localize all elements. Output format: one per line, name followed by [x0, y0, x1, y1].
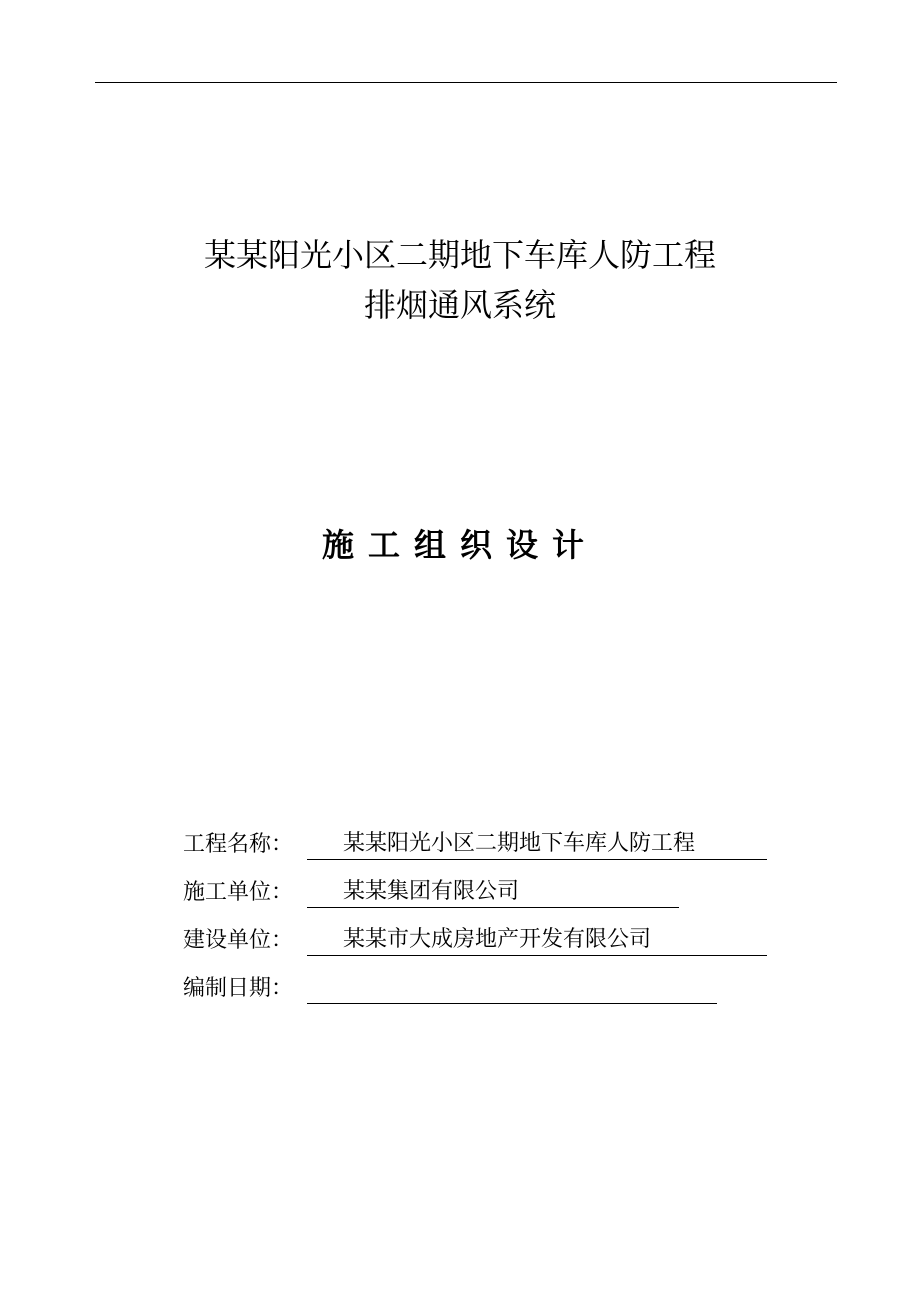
project-name-value: 某某阳光小区二期地下车库人防工程	[307, 829, 767, 860]
header-rule	[95, 82, 837, 83]
contractor-label: 施工单位：	[183, 880, 294, 905]
title-line-2: 排烟通风系统	[363, 286, 556, 324]
date-value	[307, 973, 717, 1004]
date-label: 编制日期：	[183, 976, 294, 1001]
info-block	[183, 812, 823, 1004]
title-block	[0, 230, 920, 330]
owner-label: 建设单位：	[183, 928, 294, 953]
info-row-contractor	[183, 860, 823, 908]
owner-value: 某某市大成房地产开发有限公司	[307, 925, 767, 956]
info-row-date	[183, 956, 823, 1004]
info-row-project-name	[183, 812, 823, 860]
project-name-label: 工程名称：	[183, 832, 294, 857]
info-row-owner	[183, 908, 823, 956]
title-line-1: 某某阳光小区二期地下车库人防工程	[203, 236, 716, 274]
document-type-heading: 施工组织设计	[321, 526, 598, 564]
contractor-value: 某某集团有限公司	[307, 877, 679, 908]
